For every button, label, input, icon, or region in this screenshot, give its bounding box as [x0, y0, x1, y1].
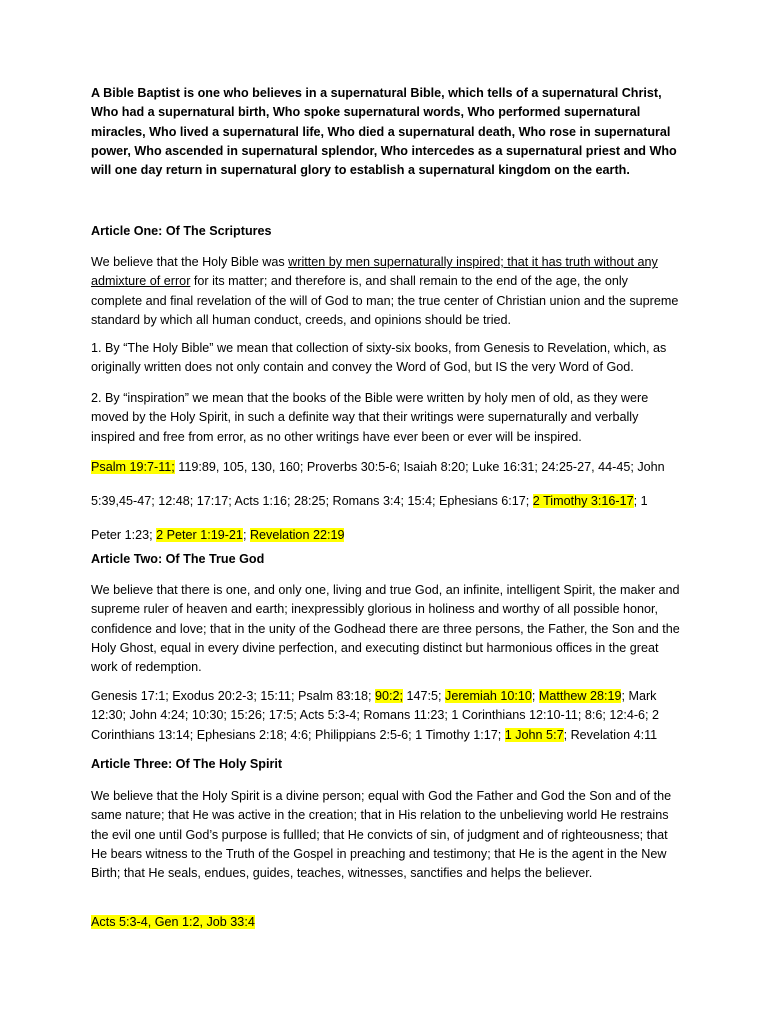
article-two-references	[91, 687, 681, 745]
article-three-heading: Article Three: Of The Holy Spirit	[91, 757, 283, 771]
highlighted-reference: 2 Timothy 3:16-17	[532, 494, 634, 508]
reference-text: ;	[242, 528, 250, 542]
article-one-point-two: 2. By “inspiration” we mean that the books of the Bible were written by holy men of old, as they were moved by the Holy Spirit, in such a definite way that their writings were supernaturally and verbally inspired and free from error, as no other writings have ever been or ever will be inspired.	[91, 391, 649, 444]
highlighted-reference: Acts 5:3-4, Gen 1:2, Job 33:4	[91, 915, 255, 929]
article-one-references	[91, 458, 681, 545]
reference-line	[91, 526, 681, 545]
article-one-underlined-text: written by men supernaturally inspired; that it has truth without any admixture of error	[91, 255, 658, 289]
highlighted-reference: 1 John 5:7	[504, 727, 564, 742]
article-one-text-b: for its matter; and therefore is, and shall remain to the end of the age, the only complete and final revelation of the will of God to man; the true center of Christian union and the supreme standard by which all human conduct, creeds, and opinions should be tried.	[91, 274, 679, 327]
article-three-paragraph: We believe that the Holy Spirit is a divine person; equal with God the Father and God the Son and of the same nature; that He was active in the creation; that in His relation to the unbelieving world He restrains the evil one until God’s purpose is fullled; that He convicts of sin, of judgment and of righteousness; that He bears witness to the Truth of the Gospel in preaching and testimony; that He is the agent in the New Birth; that He seals, endues, guides, teaches, witnesses, sanctifies and helps the believer.	[91, 789, 672, 881]
article-three-references	[91, 913, 681, 932]
reference-line	[91, 492, 681, 526]
highlighted-reference: Revelation 22:19	[249, 528, 345, 542]
reference-text: ; Mark 12:30; John 4:24; 10:30; 15:26; 17:5; Acts 5:3-4; Romans 11:23; 1 Corinthians 12:10-11; 8:6; 12:4-6; 2 Corinthians 13:14; Ephesians 2:18; 4:6; Philippians 2:5-6; 1 Timothy 1:17;	[91, 689, 660, 742]
highlighted-reference: Jeremiah 10:10	[445, 689, 532, 703]
highlighted-reference: 90:2;	[375, 689, 404, 703]
article-two-paragraph: We believe that there is one, and only one, living and true God, an infinite, intelligent Spirit, the maker and supreme ruler of heaven and earth; inexpressibly glorious in holiness and worthy of all possible honor, confidence and love; that in the unity of the Godhead there are three persons, the Father, the Son and the Holy Ghost, equal in every divine perfection, and executing distinct but harmonious offices in the great work of redemption.	[91, 583, 680, 675]
article-two-heading: Article Two: Of The True God	[91, 552, 265, 566]
article-one-text-a: We believe that the Holy Bible was	[91, 255, 289, 269]
highlighted-reference: Matthew 28:19	[538, 689, 622, 703]
highlighted-reference: 2 Peter 1:19-21	[156, 528, 243, 542]
article-one-heading: Article One: Of The Scriptures	[91, 224, 272, 238]
intro-paragraph: A Bible Baptist is one who believes in a supernatural Bible, which tells of a supernatural Christ, Who had a supernatural birth, Who spoke supernatural words, Who performed supernatural miracles, Who lived a supernatural life, Who died a supernatural death, Who rose in supernatural power, Who ascended in supernatural splendor, Who intercedes as a supernatural priest and Who will one day return in supernatural glory to establish a supernatural kingdom on the earth.	[91, 86, 677, 178]
reference-text: Peter 1:23;	[91, 528, 157, 542]
article-one-paragraph	[91, 253, 681, 330]
reference-text: ;	[531, 689, 539, 703]
reference-text: ; 1	[633, 494, 648, 508]
reference-line	[91, 458, 681, 492]
reference-text: 5:39,45-47; 12:48; 17:17; Acts 1:16; 28:25; Romans 3:4; 15:4; Ephesians 6:17;	[91, 494, 533, 508]
highlighted-reference: Psalm 19:7-11;	[91, 460, 175, 474]
reference-text: 147:5;	[403, 689, 446, 703]
article-one-point-one: 1. By “The Holy Bible” we mean that collection of sixty-six books, from Genesis to Revelation, which, as originally written does not only contain and convey the Word of God, but IS the very Word of God.	[91, 341, 667, 375]
reference-text: ; Revelation 4:11	[563, 727, 658, 742]
reference-text: 119:89, 105, 130, 160; Proverbs 30:5-6; Isaiah 8:20; Luke 16:31; 24:25-27, 44-45; John	[174, 460, 665, 474]
reference-text: Genesis 17:1; Exodus 20:2-3; 15:11; Psalm 83:18;	[91, 689, 375, 703]
